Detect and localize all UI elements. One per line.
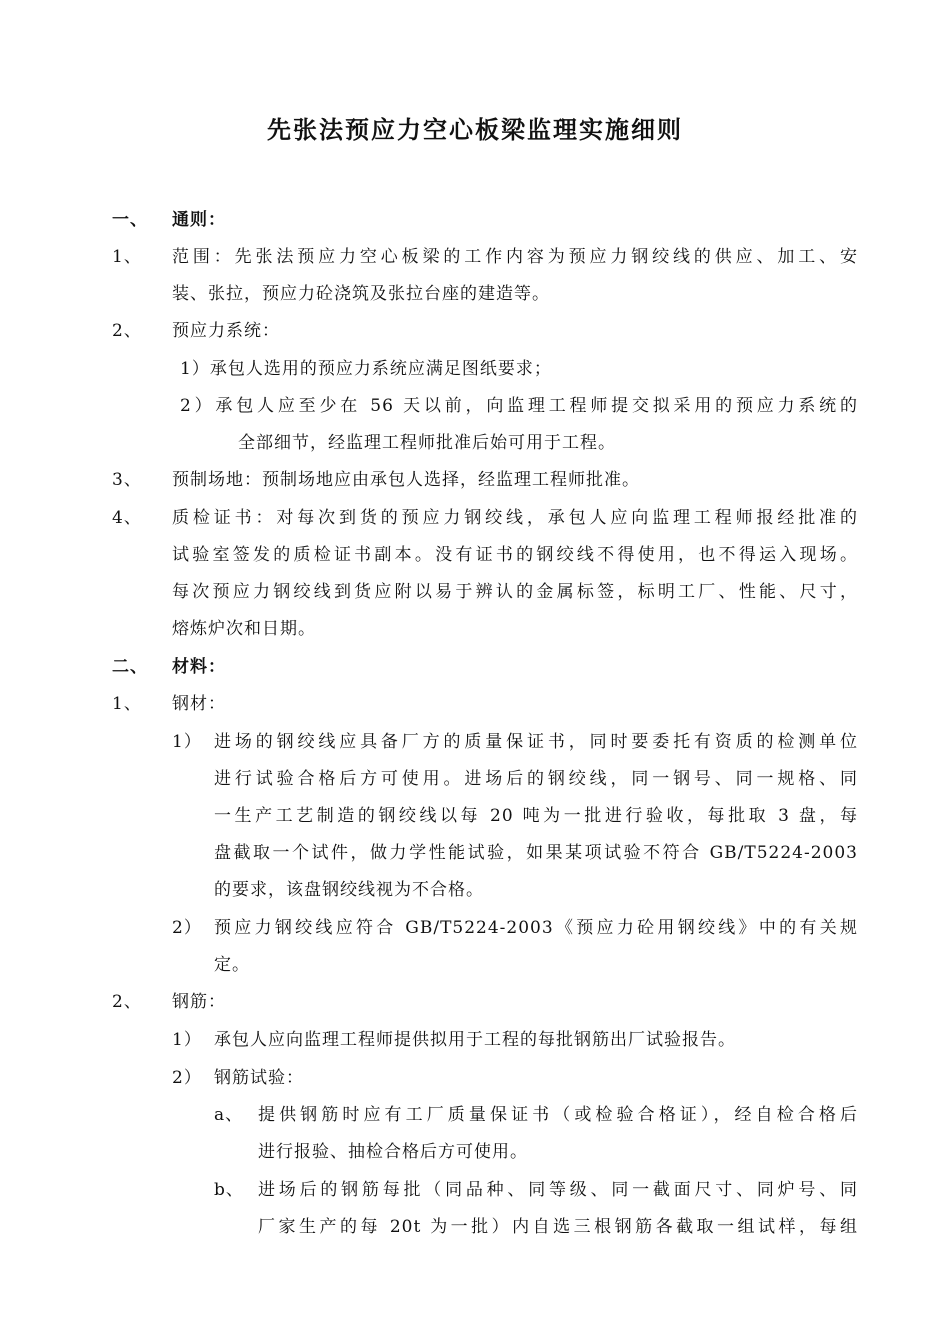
subsubitem-line: 提供钢筋时应有工厂质量保证书（或检验合格证），经自检合格后 xyxy=(258,1105,858,1125)
item-number: 1、 xyxy=(112,247,142,267)
subitem-line: 一生产工艺制造的钢绞线以每 20 吨为一批进行验收，每批取 3 盘，每 xyxy=(214,806,858,826)
subsubitem-line: 进行报验、抽检合格后方可使用。 xyxy=(258,1142,528,1162)
subitem-line: 预应力钢绞线应符合 GB/T5224-2003《预应力砼用钢绞线》中的有关规 xyxy=(214,918,858,938)
paragraph-line: 试验室签发的质检证书副本。没有证书的钢绞线不得使用，也不得运入现场。 xyxy=(172,545,858,565)
subitem-line: 钢筋试验： xyxy=(214,1068,304,1088)
subitem-line: 进场的钢绞线应具备厂方的质量保证书，同时要委托有资质的检测单位 xyxy=(214,732,858,752)
subsubitem-line: 进场后的钢筋每批（同品种、同等级、同一截面尺寸、同炉号、同 xyxy=(258,1180,858,1200)
subsubitem-line: 厂家生产的每 20t 为一批）内自选三根钢筋各截取一组试样，每组 xyxy=(258,1217,858,1237)
paragraph-line: 预制场地：预制场地应由承包人选择，经监理工程师批准。 xyxy=(172,470,640,490)
section-number: 二、 xyxy=(112,657,148,677)
subsubitem-number: b、 xyxy=(214,1180,244,1200)
item-number: 2、 xyxy=(112,992,142,1012)
subitem-line: 全部细节，经监理工程师批准后始可用于工程。 xyxy=(238,433,616,453)
item-number: 1、 xyxy=(112,694,142,714)
paragraph-line: 熔炼炉次和日期。 xyxy=(172,619,316,639)
section-number: 一、 xyxy=(112,210,148,230)
subsubitem-number: a、 xyxy=(214,1105,244,1125)
paragraph-line: 预应力系统： xyxy=(172,321,280,341)
paragraph-line: 钢筋： xyxy=(172,992,226,1012)
subitem-line: 承包人应向监理工程师提供拟用于工程的每批钢筋出厂试验报告。 xyxy=(214,1030,736,1050)
paragraph-line: 每次预应力钢绞线到货应附以易于辨认的金属标签，标明工厂、性能、尺寸， xyxy=(172,582,858,602)
subitem-number: 1） xyxy=(172,732,202,752)
subitem-line: 进行试验合格后方可使用。进场后的钢绞线，同一钢号、同一规格、同 xyxy=(214,769,858,789)
subitem-number: 1） xyxy=(172,1030,202,1050)
subitem-line: 2）承包人应至少在 56 天以前，向监理工程师提交拟采用的预应力系统的 xyxy=(180,396,858,416)
item-number: 2、 xyxy=(112,321,142,341)
subitem-number: 2） xyxy=(172,1068,202,1088)
section-heading: 材料： xyxy=(172,657,226,677)
paragraph-line: 质检证书：对每次到货的预应力钢绞线，承包人应向监理工程师报经批准的 xyxy=(172,508,858,528)
subitem-number: 2） xyxy=(172,918,202,938)
subitem-line: 定。 xyxy=(214,955,250,975)
item-number: 4、 xyxy=(112,508,142,528)
paragraph-line: 范围：先张法预应力空心板梁的工作内容为预应力钢绞线的供应、加工、安 xyxy=(172,247,858,267)
paragraph-line: 钢材： xyxy=(172,694,226,714)
subitem-line: 1）承包人选用的预应力系统应满足图纸要求； xyxy=(180,359,552,379)
paragraph-line: 装、张拉，预应力砼浇筑及张拉台座的建造等。 xyxy=(172,284,550,304)
subitem-line: 盘截取一个试件，做力学性能试验，如果某项试验不符合 GB/T5224-2003 xyxy=(214,843,858,863)
page-title: 先张法预应力空心板梁监理实施细则 xyxy=(267,116,683,144)
section-heading: 通则： xyxy=(172,210,226,230)
subitem-line: 的要求，该盘钢绞线视为不合格。 xyxy=(214,880,484,900)
item-number: 3、 xyxy=(112,470,142,490)
